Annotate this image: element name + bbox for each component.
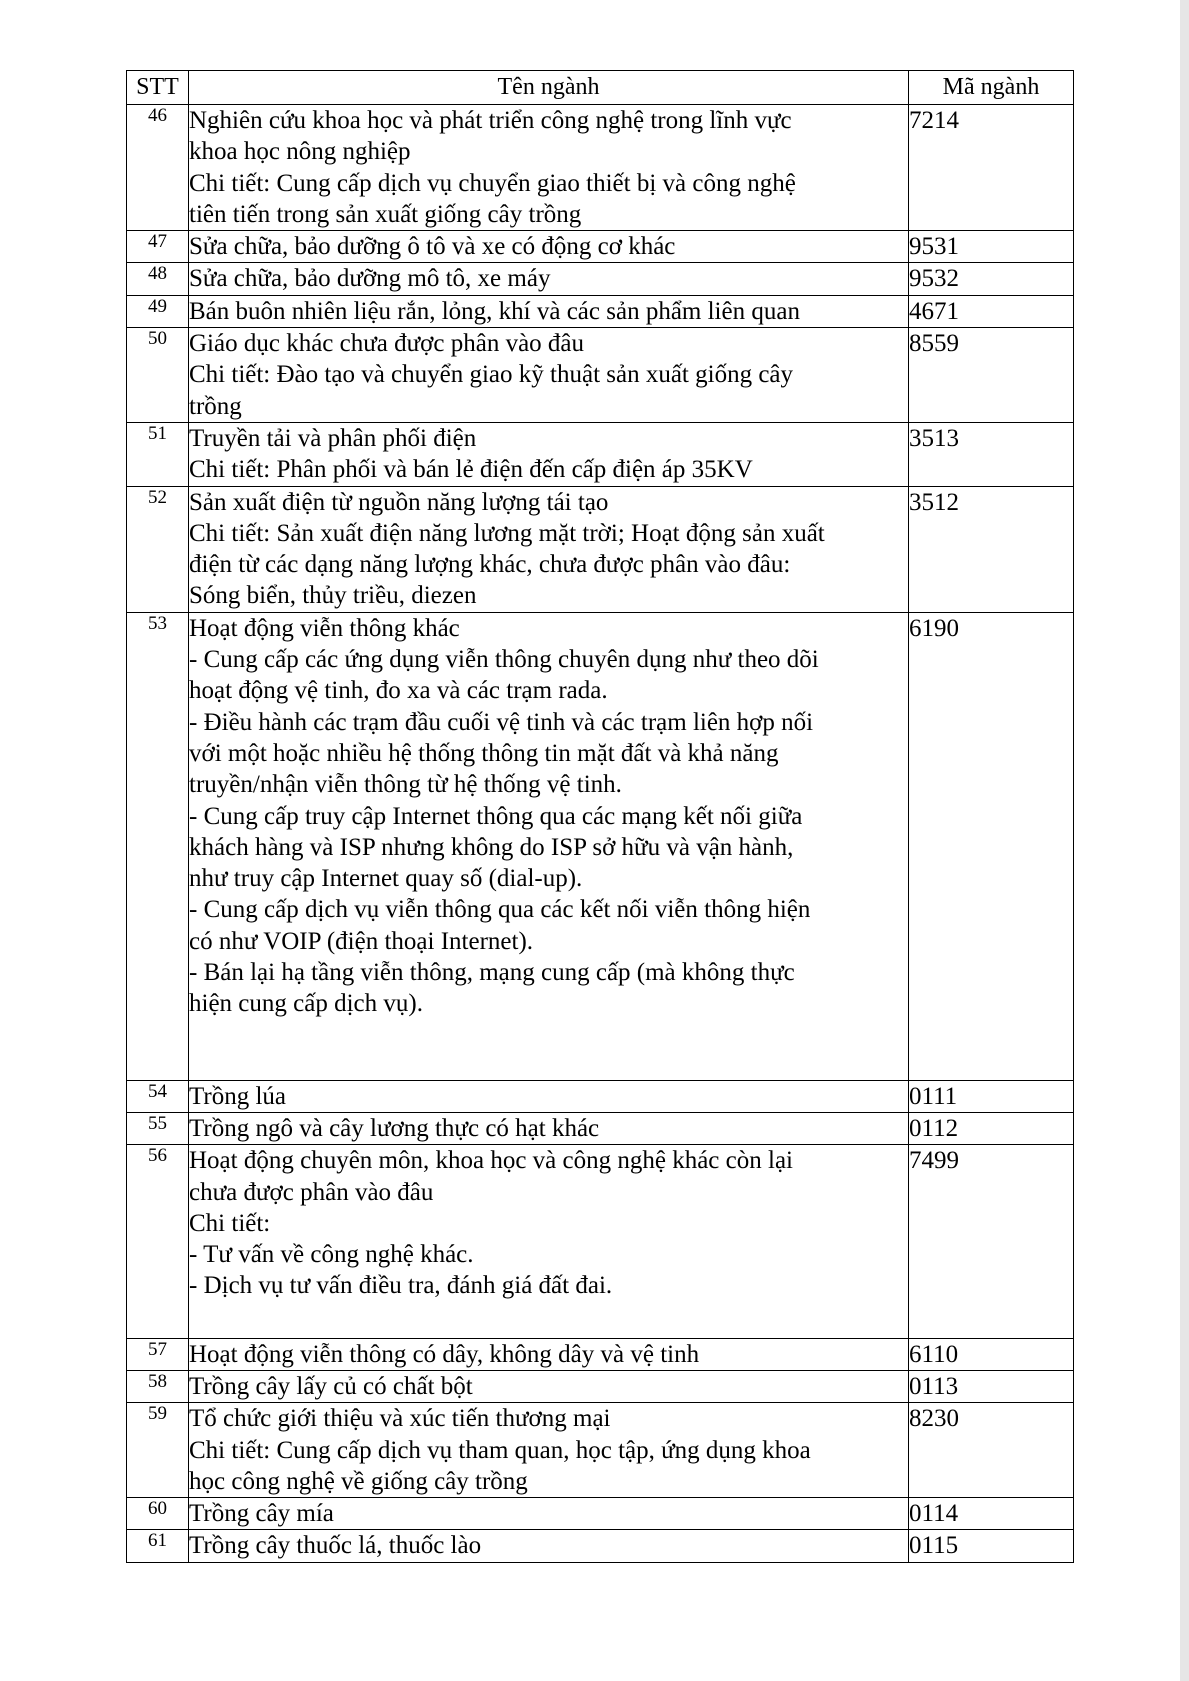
row-stt: 57 <box>127 1338 189 1370</box>
header-code: Mã ngành <box>909 71 1074 105</box>
header-name: Tên ngành <box>189 71 909 105</box>
name-line: Sản xuất điện từ nguồn năng lượng tái tạo <box>189 488 609 516</box>
row-stt: 52 <box>127 486 189 612</box>
row-industry-name <box>189 328 909 423</box>
row-industry-name <box>189 1080 909 1112</box>
name-line: Hoạt động viễn thông khác <box>189 614 460 642</box>
name-line: Chi tiết: <box>189 1209 271 1237</box>
row-stt: 55 <box>127 1112 189 1144</box>
name-line: Chi tiết: Phân phối và bán lẻ điện đến cấp điện áp 35KV <box>189 456 753 484</box>
row-stt: 53 <box>127 612 189 1080</box>
name-line: Giáo dục khác chưa được phân vào đâu <box>189 330 585 358</box>
table-row <box>127 1370 1074 1402</box>
name-line: - Điều hành các trạm đầu cuối vệ tinh và các trạm liên hợp nối <box>189 708 814 736</box>
row-industry-code: 7499 <box>909 1145 1074 1338</box>
name-line: khách hàng và ISP nhưng không do ISP sở hữu và vận hành, <box>189 833 794 861</box>
row-industry-code: 0113 <box>909 1370 1074 1402</box>
name-line: có như VOIP (điện thoại Internet). <box>189 927 534 955</box>
name-line: Hoạt động viễn thông có dây, không dây và vệ tinh <box>189 1340 700 1368</box>
row-industry-name <box>189 1498 909 1530</box>
table-row <box>127 1145 1074 1338</box>
name-line: Sửa chữa, bảo dưỡng ô tô và xe có động cơ khác <box>189 233 676 261</box>
name-line: khoa học nông nghiệp <box>189 138 411 166</box>
table-row <box>127 612 1074 1080</box>
row-industry-code: 8559 <box>909 328 1074 423</box>
row-industry-name <box>189 1530 909 1562</box>
row-stt: 49 <box>127 295 189 327</box>
row-industry-name <box>189 231 909 263</box>
row-industry-name <box>189 1145 909 1338</box>
name-line: Chi tiết: Đào tạo và chuyển giao kỹ thuật sản xuất giống cây <box>189 361 794 389</box>
name-line: - Cung cấp các ứng dụng viễn thông chuyên dụng như theo dõi <box>189 646 819 674</box>
row-stt: 60 <box>127 1498 189 1530</box>
table-row <box>127 486 1074 612</box>
name-line: tiên tiến trong sản xuất giống cây trồng <box>189 200 582 228</box>
row-industry-name <box>189 105 909 231</box>
name-line: Trồng cây mía <box>189 1500 334 1528</box>
table-row <box>127 1080 1074 1112</box>
row-stt: 51 <box>127 422 189 486</box>
header-row <box>127 71 1074 105</box>
name-line: Sửa chữa, bảo dưỡng mô tô, xe máy <box>189 265 551 293</box>
row-stt: 58 <box>127 1370 189 1402</box>
row-industry-code: 0112 <box>909 1112 1074 1144</box>
table-row <box>127 231 1074 263</box>
name-line: trồng <box>189 392 242 420</box>
name-line: truyền/nhận viễn thông từ hệ thống vệ tinh. <box>189 771 622 799</box>
name-line: hiện cung cấp dịch vụ). <box>189 990 423 1018</box>
row-industry-code: 3513 <box>909 422 1074 486</box>
name-line: Trồng cây lấy củ có chất bột <box>189 1372 473 1400</box>
row-industry-name <box>189 1370 909 1402</box>
row-stt: 50 <box>127 328 189 423</box>
name-line: - Tư vấn về công nghệ khác. <box>189 1241 474 1269</box>
row-industry-code: 6190 <box>909 612 1074 1080</box>
row-industry-name <box>189 612 909 1080</box>
table-row <box>127 328 1074 423</box>
name-line: Nghiên cứu khoa học và phát triển công nghệ trong lĩnh vực <box>189 107 792 134</box>
name-line: Chi tiết: Cung cấp dịch vụ chuyển giao thiết bị và công nghệ <box>189 169 796 197</box>
row-stt: 48 <box>127 263 189 295</box>
table-row <box>127 105 1074 231</box>
table-row <box>127 1530 1074 1562</box>
name-line: học công nghệ về giống cây trồng <box>189 1467 528 1495</box>
table-row <box>127 1112 1074 1144</box>
row-industry-code: 0111 <box>909 1080 1074 1112</box>
name-line: Trồng lúa <box>189 1082 287 1110</box>
row-stt: 47 <box>127 231 189 263</box>
page-edge <box>1180 0 1189 1681</box>
row-industry-code: 9531 <box>909 231 1074 263</box>
table-row <box>127 422 1074 486</box>
table-row <box>127 295 1074 327</box>
table-row <box>127 263 1074 295</box>
row-industry-code: 7214 <box>909 105 1074 231</box>
name-line: - Cung cấp dịch vụ viễn thông qua các kết nối viễn thông hiện <box>189 896 811 924</box>
table-row <box>127 1498 1074 1530</box>
name-line: - Bán lại hạ tầng viễn thông, mạng cung cấp (mà không thực <box>189 959 795 987</box>
row-industry-name <box>189 263 909 295</box>
row-industry-name <box>189 1112 909 1144</box>
name-line: Chi tiết: Cung cấp dịch vụ tham quan, học tập, ứng dụng khoa <box>189 1436 811 1464</box>
row-industry-code: 9532 <box>909 263 1074 295</box>
row-industry-name <box>189 422 909 486</box>
name-line: chưa được phân vào đâu <box>189 1178 434 1206</box>
name-line: như truy cập Internet quay số (dial-up). <box>189 865 583 893</box>
row-industry-code: 3512 <box>909 486 1074 612</box>
row-industry-name <box>189 1403 909 1498</box>
name-line: Hoạt động chuyên môn, khoa học và công nghệ khác còn lại <box>189 1147 793 1175</box>
name-line: với một hoặc nhiều hệ thống thông tin mặt đất và khả năng <box>189 739 779 767</box>
name-line: Trồng cây thuốc lá, thuốc lào <box>189 1532 482 1560</box>
row-stt: 54 <box>127 1080 189 1112</box>
row-industry-name <box>189 486 909 612</box>
name-line: Trồng ngô và cây lương thực có hạt khác <box>189 1114 600 1142</box>
name-line: điện từ các dạng năng lượng khác, chưa được phân vào đâu: <box>189 551 791 579</box>
row-industry-code: 4671 <box>909 295 1074 327</box>
industry-table <box>126 70 1074 1563</box>
row-industry-name <box>189 295 909 327</box>
row-stt: 59 <box>127 1403 189 1498</box>
row-stt: 56 <box>127 1145 189 1338</box>
row-industry-code: 0114 <box>909 1498 1074 1530</box>
name-line: hoạt động vệ tinh, đo xa và các trạm rada. <box>189 677 608 705</box>
name-line: Tổ chức giới thiệu và xúc tiến thương mại <box>189 1405 611 1433</box>
row-industry-code: 6110 <box>909 1338 1074 1370</box>
table-row <box>127 1338 1074 1370</box>
row-industry-code: 0115 <box>909 1530 1074 1562</box>
name-line: - Dịch vụ tư vấn điều tra, đánh giá đất đai. <box>189 1272 613 1300</box>
row-industry-code: 8230 <box>909 1403 1074 1498</box>
header-stt: STT <box>127 71 189 105</box>
row-industry-name <box>189 1338 909 1370</box>
name-line: Bán buôn nhiên liệu rắn, lỏng, khí và các sản phẩm liên quan <box>189 297 800 325</box>
name-line: Chi tiết: Sản xuất điện năng lương mặt trời; Hoạt động sản xuất <box>189 519 825 547</box>
table-row <box>127 1403 1074 1498</box>
name-line: Truyền tải và phân phối điện <box>189 424 477 452</box>
name-line: Sóng biển, thủy triều, diezen <box>189 582 477 610</box>
row-stt: 61 <box>127 1530 189 1562</box>
name-line: - Cung cấp truy cập Internet thông qua các mạng kết nối giữa <box>189 802 803 830</box>
row-stt: 46 <box>127 105 189 231</box>
